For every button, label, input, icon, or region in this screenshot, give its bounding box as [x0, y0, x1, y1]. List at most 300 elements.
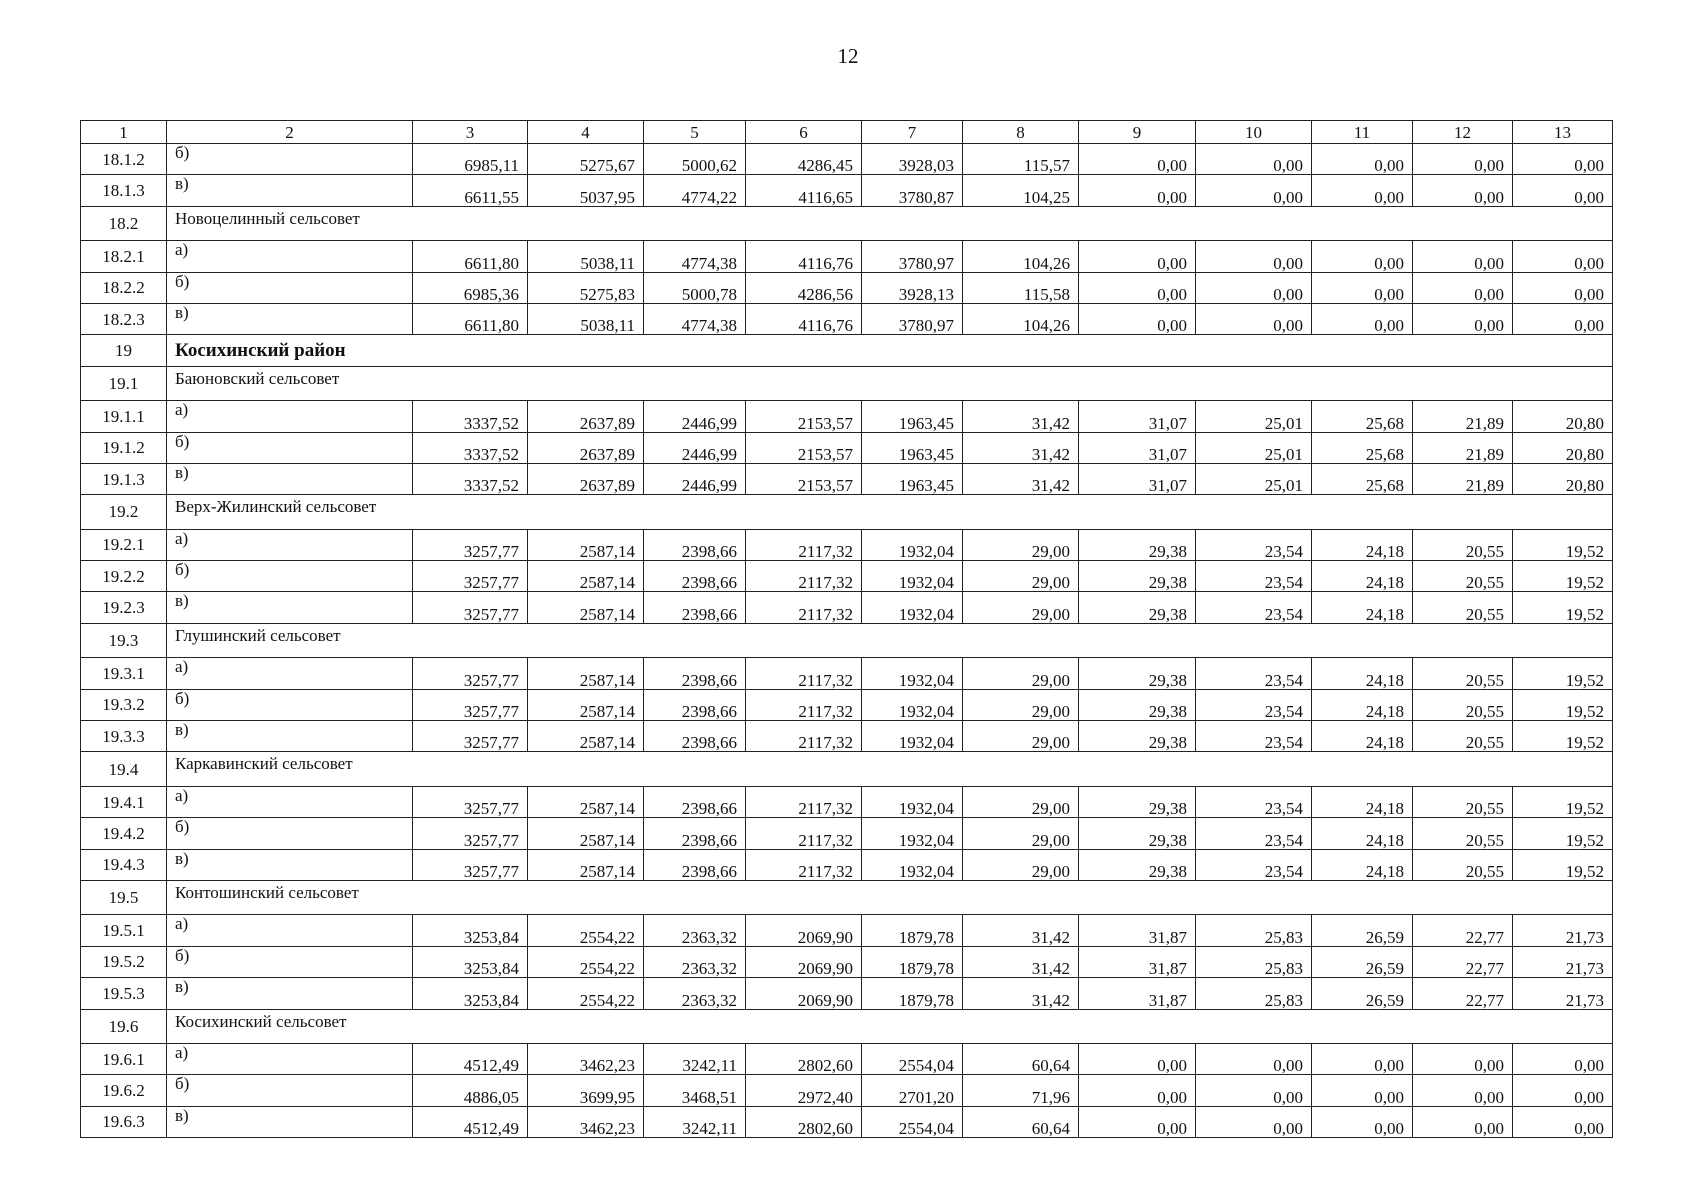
value-cell: 0,00	[1513, 1106, 1613, 1137]
value-cell: 2446,99	[644, 463, 746, 494]
value-cell: 25,83	[1196, 915, 1312, 946]
value-cell: 2554,22	[528, 978, 644, 1009]
row-code: 19.6	[81, 1009, 167, 1043]
table-row	[81, 303, 1613, 334]
value-cell: 2117,32	[746, 689, 862, 720]
value-cell: 29,00	[963, 818, 1079, 849]
value-cell: 4774,38	[644, 241, 746, 272]
value-cell: 23,54	[1196, 818, 1312, 849]
value-cell: 0,00	[1513, 144, 1613, 175]
value-cell: 3253,84	[413, 978, 528, 1009]
region-title: Косихинский район	[167, 335, 1613, 366]
table-row	[81, 946, 1613, 977]
value-cell: 3253,84	[413, 946, 528, 977]
value-cell: 0,00	[1513, 303, 1613, 334]
value-cell: 0,00	[1413, 272, 1513, 303]
row-subitem: а)	[167, 401, 413, 432]
value-cell: 25,01	[1196, 401, 1312, 432]
value-cell: 3257,77	[413, 561, 528, 592]
value-cell: 29,38	[1079, 721, 1196, 752]
value-cell: 2701,20	[862, 1075, 963, 1106]
value-cell: 0,00	[1312, 241, 1413, 272]
row-subitem: а)	[167, 658, 413, 689]
value-cell: 25,01	[1196, 463, 1312, 494]
value-cell: 2069,90	[746, 946, 862, 977]
value-cell: 29,38	[1079, 689, 1196, 720]
column-number-header: 1	[81, 121, 167, 144]
value-cell: 29,00	[963, 786, 1079, 817]
value-cell: 2153,57	[746, 432, 862, 463]
value-cell: 31,87	[1079, 915, 1196, 946]
value-cell: 29,00	[963, 721, 1079, 752]
value-cell: 24,18	[1312, 721, 1413, 752]
value-cell: 21,73	[1513, 978, 1613, 1009]
row-code: 18.1.3	[81, 175, 167, 206]
column-number-header: 3	[413, 121, 528, 144]
table-row	[81, 463, 1613, 494]
value-cell: 1879,78	[862, 915, 963, 946]
section-row	[81, 752, 1613, 786]
value-cell: 24,18	[1312, 689, 1413, 720]
value-cell: 0,00	[1312, 175, 1413, 206]
value-cell: 3928,13	[862, 272, 963, 303]
row-code: 19.2	[81, 495, 167, 529]
value-cell: 3253,84	[413, 915, 528, 946]
value-cell: 0,00	[1413, 1106, 1513, 1137]
value-cell: 4512,49	[413, 1043, 528, 1074]
value-cell: 2398,66	[644, 818, 746, 849]
value-cell: 2398,66	[644, 658, 746, 689]
value-cell: 2117,32	[746, 658, 862, 689]
value-cell: 115,58	[963, 272, 1079, 303]
column-number-header: 9	[1079, 121, 1196, 144]
table-row	[81, 849, 1613, 880]
value-cell: 2069,90	[746, 978, 862, 1009]
value-cell: 6611,80	[413, 303, 528, 334]
value-cell: 31,42	[963, 463, 1079, 494]
value-cell: 23,54	[1196, 721, 1312, 752]
value-cell: 20,55	[1413, 561, 1513, 592]
value-cell: 4116,76	[746, 303, 862, 334]
row-code: 19.5.1	[81, 915, 167, 946]
table-row	[81, 1075, 1613, 1106]
value-cell: 2554,04	[862, 1106, 963, 1137]
value-cell: 24,18	[1312, 561, 1413, 592]
value-cell: 5275,83	[528, 272, 644, 303]
value-cell: 2446,99	[644, 401, 746, 432]
row-code: 18.1.2	[81, 144, 167, 175]
value-cell: 19,52	[1513, 592, 1613, 623]
value-cell: 3257,77	[413, 786, 528, 817]
value-cell: 29,38	[1079, 786, 1196, 817]
table-row	[81, 175, 1613, 206]
value-cell: 2554,22	[528, 915, 644, 946]
section-row	[81, 206, 1613, 240]
value-cell: 5038,11	[528, 241, 644, 272]
value-cell: 23,54	[1196, 529, 1312, 560]
row-code: 19.3.3	[81, 721, 167, 752]
value-cell: 2363,32	[644, 978, 746, 1009]
value-cell: 31,42	[963, 946, 1079, 977]
row-subitem: б)	[167, 272, 413, 303]
section-row	[81, 880, 1613, 914]
row-code: 19.4.2	[81, 818, 167, 849]
value-cell: 3462,23	[528, 1106, 644, 1137]
value-cell: 6985,11	[413, 144, 528, 175]
value-cell: 1879,78	[862, 978, 963, 1009]
table-row	[81, 561, 1613, 592]
value-cell: 0,00	[1196, 1106, 1312, 1137]
table-header-row	[81, 121, 1613, 144]
value-cell: 23,54	[1196, 689, 1312, 720]
value-cell: 29,00	[963, 561, 1079, 592]
value-cell: 21,73	[1513, 946, 1613, 977]
row-subitem: в)	[167, 1106, 413, 1137]
value-cell: 24,18	[1312, 592, 1413, 623]
value-cell: 3257,77	[413, 658, 528, 689]
value-cell: 25,01	[1196, 432, 1312, 463]
value-cell: 1932,04	[862, 658, 963, 689]
value-cell: 71,96	[963, 1075, 1079, 1106]
value-cell: 1932,04	[862, 721, 963, 752]
table-row	[81, 978, 1613, 1009]
value-cell: 19,52	[1513, 849, 1613, 880]
value-cell: 4116,65	[746, 175, 862, 206]
value-cell: 0,00	[1196, 303, 1312, 334]
value-cell: 2398,66	[644, 592, 746, 623]
value-cell: 0,00	[1079, 1106, 1196, 1137]
row-code: 19.2.2	[81, 561, 167, 592]
row-subitem: б)	[167, 561, 413, 592]
value-cell: 0,00	[1513, 1043, 1613, 1074]
row-subitem: в)	[167, 849, 413, 880]
value-cell: 19,52	[1513, 561, 1613, 592]
column-number-header: 12	[1413, 121, 1513, 144]
column-number-header: 7	[862, 121, 963, 144]
value-cell: 2153,57	[746, 463, 862, 494]
value-cell: 1963,45	[862, 401, 963, 432]
row-code: 19.3.2	[81, 689, 167, 720]
value-cell: 6611,80	[413, 241, 528, 272]
region-row	[81, 335, 1613, 366]
value-cell: 31,42	[963, 915, 1079, 946]
row-code: 19.1.1	[81, 401, 167, 432]
value-cell: 31,87	[1079, 946, 1196, 977]
value-cell: 2069,90	[746, 915, 862, 946]
value-cell: 2587,14	[528, 529, 644, 560]
value-cell: 3257,77	[413, 529, 528, 560]
value-cell: 115,57	[963, 144, 1079, 175]
value-cell: 25,68	[1312, 432, 1413, 463]
value-cell: 19,52	[1513, 658, 1613, 689]
value-cell: 2117,32	[746, 849, 862, 880]
value-cell: 4286,45	[746, 144, 862, 175]
value-cell: 0,00	[1312, 1075, 1413, 1106]
value-cell: 2363,32	[644, 946, 746, 977]
value-cell: 0,00	[1196, 144, 1312, 175]
value-cell: 2117,32	[746, 721, 862, 752]
value-cell: 29,00	[963, 592, 1079, 623]
value-cell: 1932,04	[862, 786, 963, 817]
value-cell: 20,55	[1413, 689, 1513, 720]
value-cell: 1932,04	[862, 529, 963, 560]
row-code: 19.6.2	[81, 1075, 167, 1106]
value-cell: 29,38	[1079, 849, 1196, 880]
value-cell: 4512,49	[413, 1106, 528, 1137]
row-code: 19.4.1	[81, 786, 167, 817]
value-cell: 3242,11	[644, 1043, 746, 1074]
row-subitem: а)	[167, 915, 413, 946]
row-subitem: а)	[167, 1043, 413, 1074]
value-cell: 29,00	[963, 689, 1079, 720]
value-cell: 2554,22	[528, 946, 644, 977]
table-row	[81, 1106, 1613, 1137]
value-cell: 0,00	[1196, 241, 1312, 272]
value-cell: 23,54	[1196, 786, 1312, 817]
value-cell: 0,00	[1513, 272, 1613, 303]
value-cell: 2972,40	[746, 1075, 862, 1106]
value-cell: 21,89	[1413, 432, 1513, 463]
value-cell: 0,00	[1079, 175, 1196, 206]
value-cell: 0,00	[1312, 1043, 1413, 1074]
column-number-header: 2	[167, 121, 413, 144]
value-cell: 2637,89	[528, 432, 644, 463]
value-cell: 3257,77	[413, 818, 528, 849]
value-cell: 1932,04	[862, 592, 963, 623]
value-cell: 3337,52	[413, 432, 528, 463]
value-cell: 29,38	[1079, 529, 1196, 560]
value-cell: 4116,76	[746, 241, 862, 272]
table-row	[81, 689, 1613, 720]
row-code: 19.2.3	[81, 592, 167, 623]
value-cell: 20,55	[1413, 592, 1513, 623]
value-cell: 29,38	[1079, 658, 1196, 689]
section-title: Новоцелинный сельсовет	[167, 206, 1613, 240]
table-row	[81, 592, 1613, 623]
column-number-header: 4	[528, 121, 644, 144]
value-cell: 2587,14	[528, 689, 644, 720]
value-cell: 1932,04	[862, 561, 963, 592]
column-number-header: 8	[963, 121, 1079, 144]
value-cell: 25,68	[1312, 401, 1413, 432]
column-number-header: 5	[644, 121, 746, 144]
value-cell: 2398,66	[644, 529, 746, 560]
row-code: 19.3.1	[81, 658, 167, 689]
value-cell: 3257,77	[413, 592, 528, 623]
value-cell: 2554,04	[862, 1043, 963, 1074]
row-code: 19.5.2	[81, 946, 167, 977]
value-cell: 2398,66	[644, 786, 746, 817]
value-cell: 0,00	[1196, 175, 1312, 206]
value-cell: 2363,32	[644, 915, 746, 946]
row-code: 19.6.3	[81, 1106, 167, 1137]
value-cell: 2398,66	[644, 849, 746, 880]
value-cell: 0,00	[1079, 1075, 1196, 1106]
row-code: 19.4.3	[81, 849, 167, 880]
table-row	[81, 432, 1613, 463]
value-cell: 3928,03	[862, 144, 963, 175]
value-cell: 0,00	[1312, 303, 1413, 334]
row-code: 19.4	[81, 752, 167, 786]
value-cell: 1963,45	[862, 463, 963, 494]
value-cell: 0,00	[1413, 144, 1513, 175]
row-subitem: в)	[167, 175, 413, 206]
value-cell: 31,07	[1079, 463, 1196, 494]
table-row	[81, 272, 1613, 303]
value-cell: 29,38	[1079, 561, 1196, 592]
row-subitem: в)	[167, 303, 413, 334]
value-cell: 22,77	[1413, 915, 1513, 946]
table-row	[81, 144, 1613, 175]
value-cell: 24,18	[1312, 786, 1413, 817]
value-cell: 2802,60	[746, 1043, 862, 1074]
value-cell: 0,00	[1413, 175, 1513, 206]
value-cell: 1879,78	[862, 946, 963, 977]
value-cell: 3462,23	[528, 1043, 644, 1074]
row-subitem: б)	[167, 432, 413, 463]
value-cell: 0,00	[1079, 1043, 1196, 1074]
value-cell: 5000,78	[644, 272, 746, 303]
row-subitem: б)	[167, 144, 413, 175]
value-cell: 20,55	[1413, 721, 1513, 752]
value-cell: 31,87	[1079, 978, 1196, 1009]
value-cell: 3257,77	[413, 721, 528, 752]
section-title: Верх-Жилинский сельсовет	[167, 495, 1613, 529]
value-cell: 2637,89	[528, 401, 644, 432]
value-cell: 3257,77	[413, 689, 528, 720]
value-cell: 2587,14	[528, 561, 644, 592]
row-code: 18.2	[81, 206, 167, 240]
value-cell: 3242,11	[644, 1106, 746, 1137]
column-number-header: 11	[1312, 121, 1413, 144]
value-cell: 0,00	[1196, 1075, 1312, 1106]
row-code: 19.5	[81, 880, 167, 914]
value-cell: 0,00	[1413, 241, 1513, 272]
value-cell: 3337,52	[413, 463, 528, 494]
value-cell: 5038,11	[528, 303, 644, 334]
value-cell: 0,00	[1513, 241, 1613, 272]
value-cell: 20,80	[1513, 401, 1613, 432]
value-cell: 3780,97	[862, 303, 963, 334]
value-cell: 2446,99	[644, 432, 746, 463]
value-cell: 0,00	[1413, 303, 1513, 334]
value-cell: 20,55	[1413, 849, 1513, 880]
value-cell: 31,42	[963, 432, 1079, 463]
section-title: Косихинский сельсовет	[167, 1009, 1613, 1043]
row-code: 19.1.2	[81, 432, 167, 463]
column-number-header: 6	[746, 121, 862, 144]
value-cell: 3780,87	[862, 175, 963, 206]
row-subitem: б)	[167, 689, 413, 720]
section-row	[81, 366, 1613, 400]
value-cell: 31,07	[1079, 401, 1196, 432]
column-number-header: 10	[1196, 121, 1312, 144]
value-cell: 25,83	[1196, 978, 1312, 1009]
value-cell: 21,89	[1413, 401, 1513, 432]
value-cell: 0,00	[1413, 1043, 1513, 1074]
row-subitem: а)	[167, 529, 413, 560]
value-cell: 31,42	[963, 978, 1079, 1009]
value-cell: 2587,14	[528, 592, 644, 623]
row-code: 19.1.3	[81, 463, 167, 494]
value-cell: 19,52	[1513, 786, 1613, 817]
section-title: Каркавинский сельсовет	[167, 752, 1613, 786]
value-cell: 0,00	[1513, 1075, 1613, 1106]
value-cell: 1932,04	[862, 818, 963, 849]
value-cell: 0,00	[1079, 272, 1196, 303]
table-row	[81, 915, 1613, 946]
value-cell: 22,77	[1413, 978, 1513, 1009]
row-subitem: в)	[167, 592, 413, 623]
table-row	[81, 786, 1613, 817]
value-cell: 104,26	[963, 303, 1079, 334]
row-code: 18.2.2	[81, 272, 167, 303]
value-cell: 4286,56	[746, 272, 862, 303]
value-cell: 19,52	[1513, 689, 1613, 720]
value-cell: 23,54	[1196, 592, 1312, 623]
page-number: 12	[837, 44, 859, 68]
table-body	[81, 121, 1613, 1138]
value-cell: 19,52	[1513, 721, 1613, 752]
value-cell: 0,00	[1513, 175, 1613, 206]
value-cell: 20,55	[1413, 658, 1513, 689]
value-cell: 2398,66	[644, 689, 746, 720]
value-cell: 0,00	[1312, 144, 1413, 175]
row-code: 19.6.1	[81, 1043, 167, 1074]
value-cell: 24,18	[1312, 529, 1413, 560]
value-cell: 26,59	[1312, 915, 1413, 946]
value-cell: 0,00	[1312, 1106, 1413, 1137]
table-row	[81, 658, 1613, 689]
value-cell: 2587,14	[528, 849, 644, 880]
value-cell: 2587,14	[528, 658, 644, 689]
value-cell: 24,18	[1312, 658, 1413, 689]
row-subitem: б)	[167, 946, 413, 977]
value-cell: 2117,32	[746, 592, 862, 623]
section-title: Контошинский сельсовет	[167, 880, 1613, 914]
value-cell: 60,64	[963, 1043, 1079, 1074]
table-row	[81, 241, 1613, 272]
row-subitem: а)	[167, 241, 413, 272]
table-row	[81, 818, 1613, 849]
value-cell: 0,00	[1079, 144, 1196, 175]
value-cell: 19,52	[1513, 529, 1613, 560]
value-cell: 0,00	[1312, 272, 1413, 303]
value-cell: 0,00	[1196, 1043, 1312, 1074]
value-cell: 3257,77	[413, 849, 528, 880]
value-cell: 29,38	[1079, 818, 1196, 849]
row-code: 19.1	[81, 366, 167, 400]
value-cell: 22,77	[1413, 946, 1513, 977]
value-cell: 20,55	[1413, 818, 1513, 849]
value-cell: 2117,32	[746, 561, 862, 592]
value-cell: 24,18	[1312, 818, 1413, 849]
value-cell: 104,25	[963, 175, 1079, 206]
table-row	[81, 721, 1613, 752]
value-cell: 23,54	[1196, 849, 1312, 880]
value-cell: 0,00	[1079, 303, 1196, 334]
value-cell: 29,00	[963, 658, 1079, 689]
value-cell: 2637,89	[528, 463, 644, 494]
value-cell: 1932,04	[862, 849, 963, 880]
value-cell: 24,18	[1312, 849, 1413, 880]
row-code: 19.3	[81, 623, 167, 657]
value-cell: 21,89	[1413, 463, 1513, 494]
value-cell: 60,64	[963, 1106, 1079, 1137]
section-title: Баюновский сельсовет	[167, 366, 1613, 400]
row-subitem: а)	[167, 786, 413, 817]
value-cell: 4886,05	[413, 1075, 528, 1106]
